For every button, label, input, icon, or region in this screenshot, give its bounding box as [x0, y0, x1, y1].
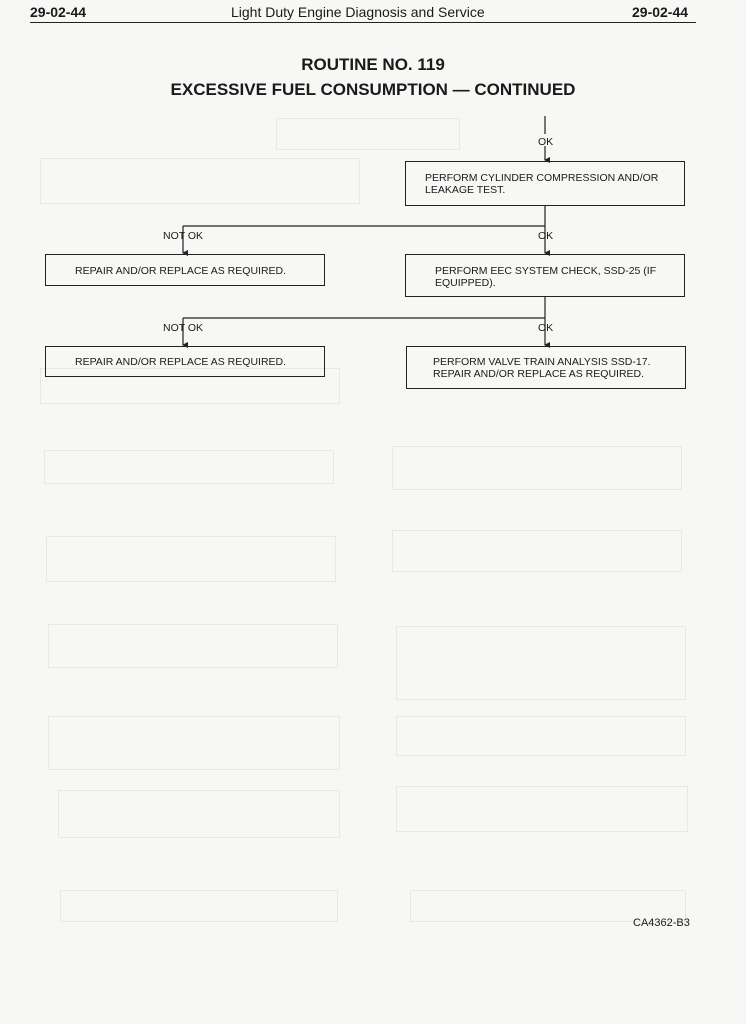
- eec-check-box: [405, 254, 685, 297]
- valve-train-text-1: PERFORM VALVE TRAIN ANALYSIS SSD-17.: [433, 356, 651, 368]
- repair-box-2: [45, 346, 325, 377]
- not-ok-label-1: NOT OK: [163, 230, 204, 242]
- eec-check-text: PERFORM EEC SYSTEM CHECK, SSD-25 (IF EQUIPPED).: [435, 265, 657, 289]
- routine-subtitle: EXCESSIVE FUEL CONSUMPTION — CONTINUED: [170, 80, 576, 99]
- compression-test-box: [405, 161, 685, 206]
- repair-text-2: REPAIR AND/OR REPLACE AS REQUIRED.: [75, 356, 287, 368]
- repair-text-1: REPAIR AND/OR REPLACE AS REQUIRED.: [75, 265, 287, 277]
- page-number-left: 29-02-44: [30, 4, 87, 20]
- page-number-right: 29-02-44: [632, 4, 689, 20]
- figure-id: CA4362-B3: [633, 917, 690, 929]
- ok-label-2: OK: [538, 322, 554, 334]
- routine-title: ROUTINE NO. 119: [301, 55, 445, 74]
- ok-label-1: OK: [538, 230, 554, 242]
- valve-train-text-2: REPAIR AND/OR REPLACE AS REQUIRED.: [433, 368, 645, 380]
- repair-box-1: [45, 254, 325, 286]
- page-header-title: Light Duty Engine Diagnosis and Service: [231, 4, 485, 20]
- compression-test-text: PERFORM CYLINDER COMPRESSION AND/OR LEAKAGE TEST.: [425, 172, 659, 196]
- not-ok-label-2: NOT OK: [163, 322, 204, 334]
- ok-label-top: OK: [538, 136, 554, 148]
- valve-train-box: [406, 346, 686, 389]
